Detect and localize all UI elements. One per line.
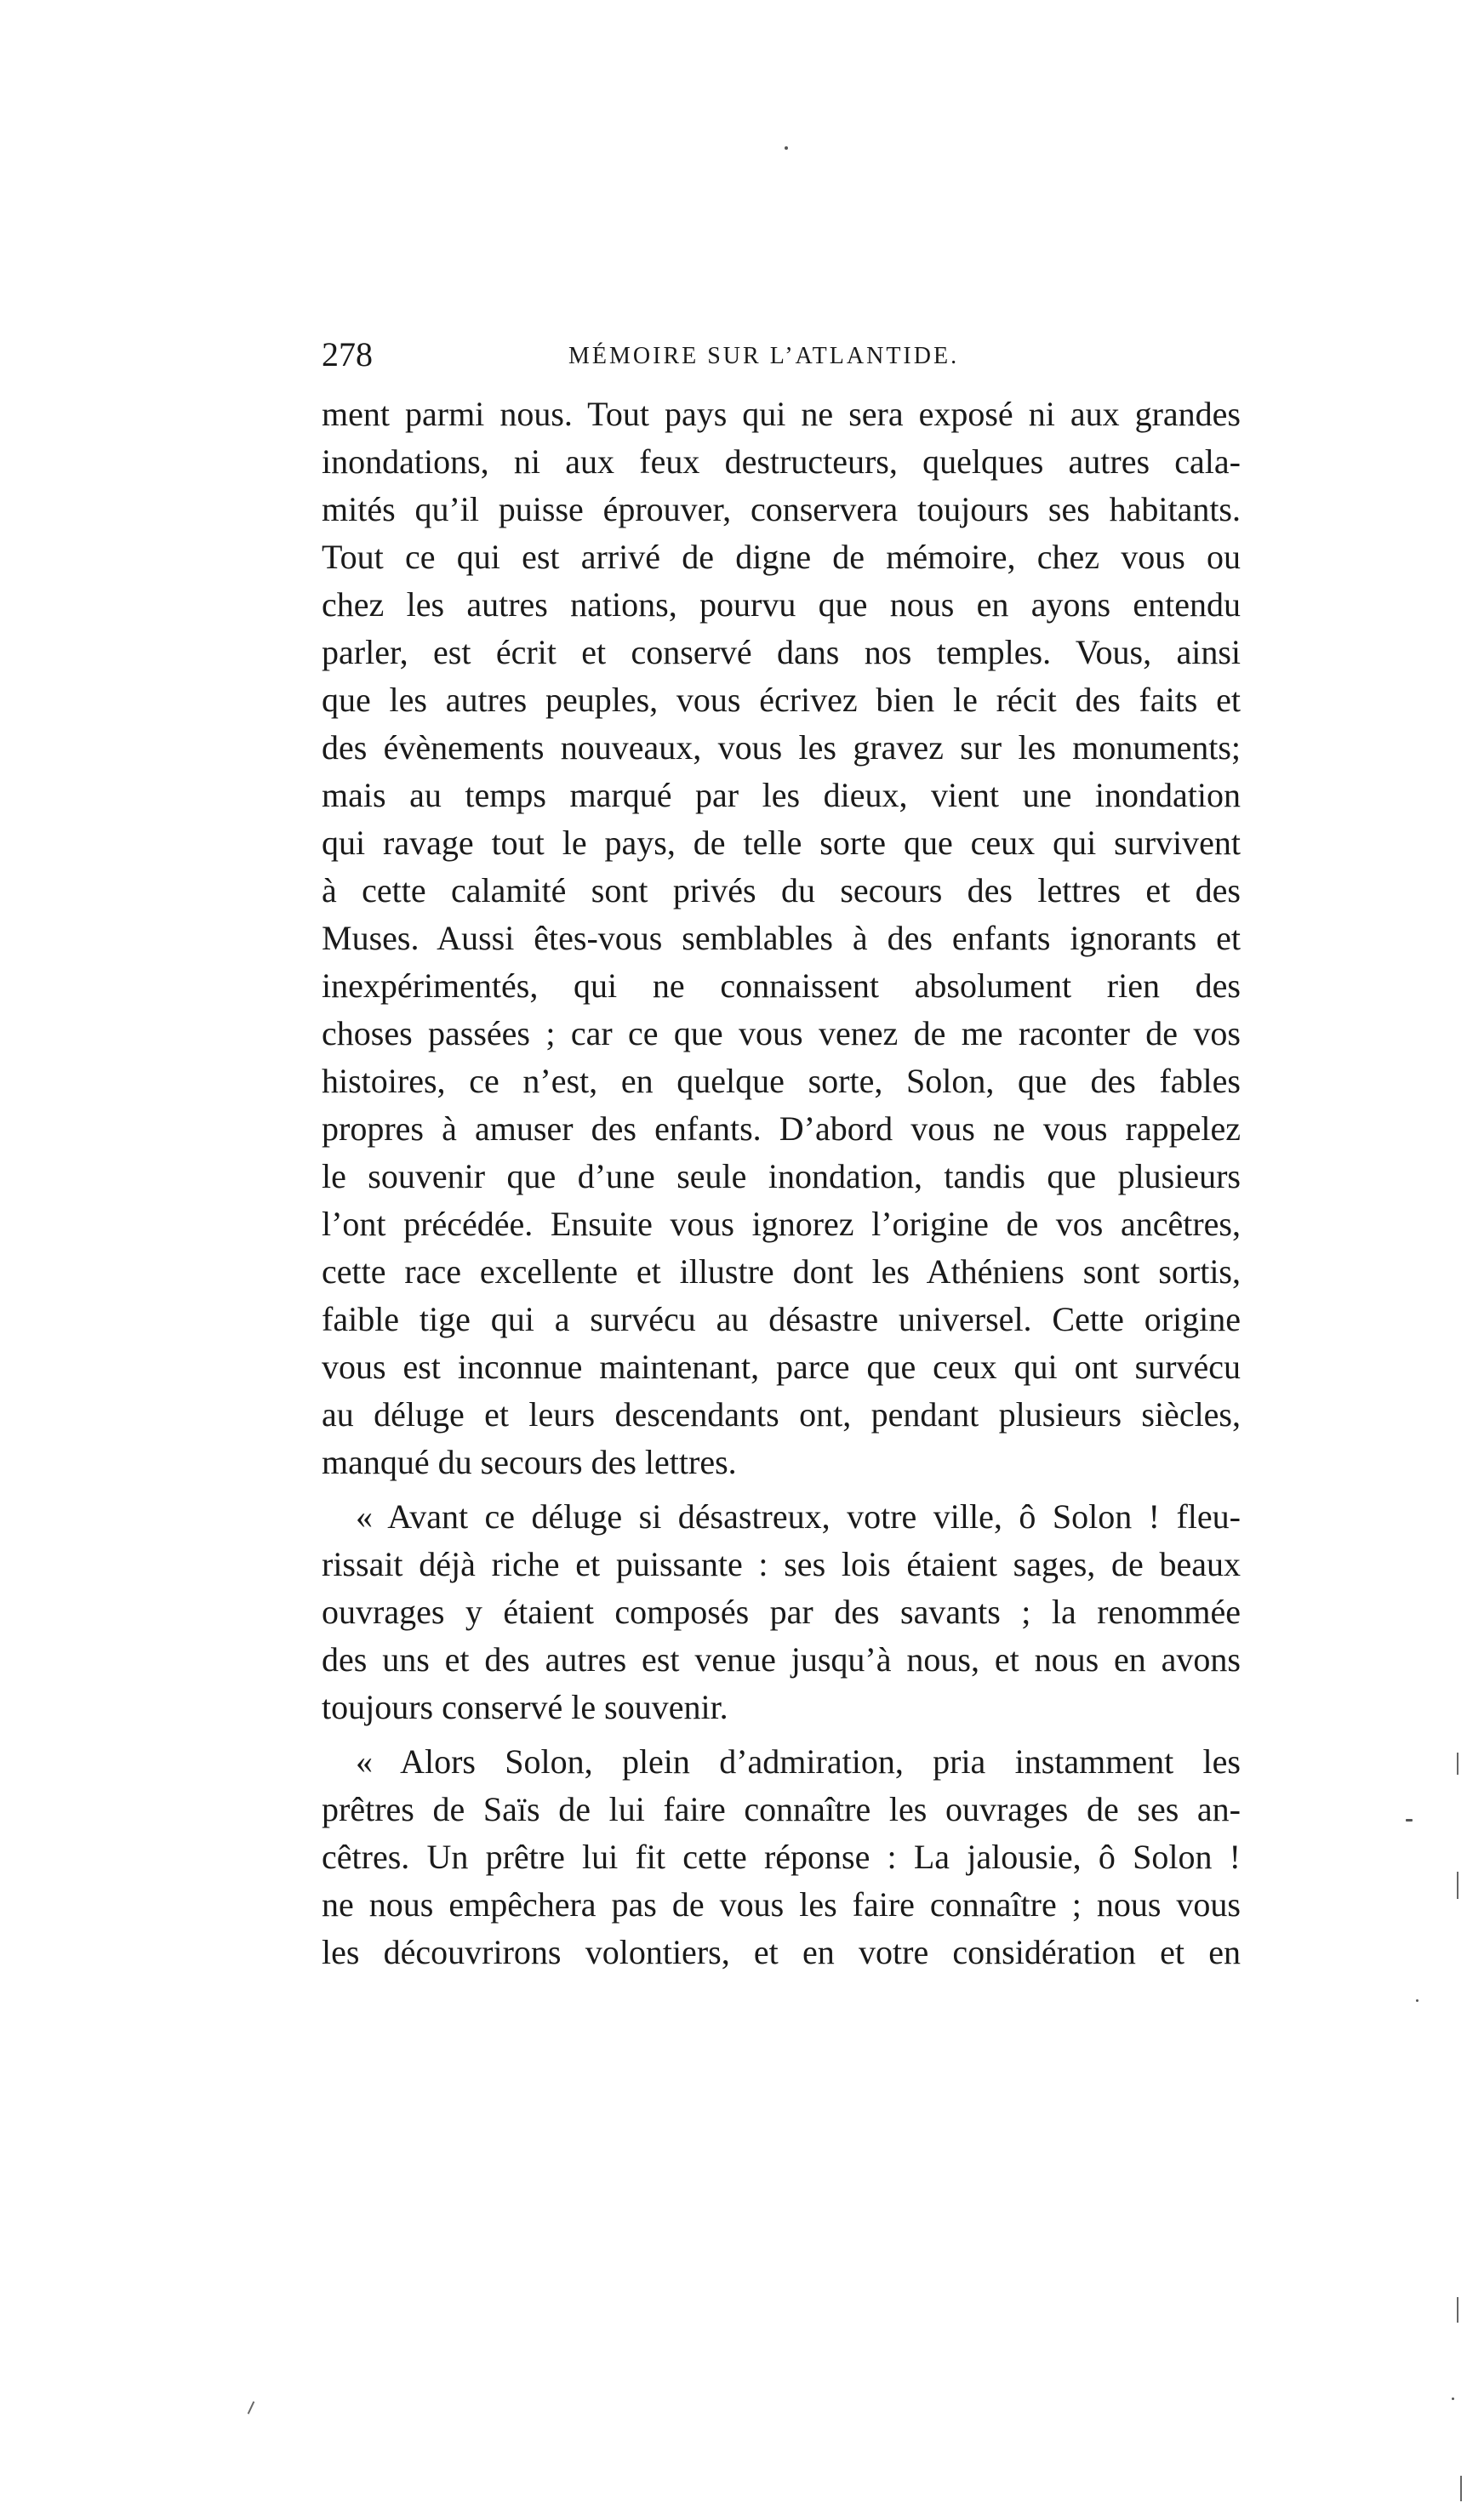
text-line: inondations, ni aux feux destructeurs, quelques autres cala- <box>322 442 1241 481</box>
text-line: cêtres. Un prêtre lui fit cette réponse : La jalousie, ô Solon ! <box>322 1838 1241 1876</box>
running-title: MÉMOIRE SUR L’ATLANTIDE. <box>568 343 960 369</box>
text-line: mais au temps marqué par les dieux, vient une inondation <box>322 776 1241 814</box>
text-line: manqué du secours des lettres. <box>322 1443 737 1481</box>
text-line: toujours conservé le souvenir. <box>322 1688 728 1726</box>
text-line: propres à amuser des enfants. D’abord vous ne vous rappelez <box>322 1109 1241 1148</box>
text-line: mités qu’il puisse éprouver, conservera toujours ses habitants. <box>322 490 1241 528</box>
text-line: histoires, ce n’est, en quelque sorte, Solon, que des fables <box>322 1062 1241 1100</box>
text-line: au déluge et leurs descendants ont, pendant plusieurs siècles, <box>322 1395 1241 1434</box>
scan-speck <box>785 146 788 150</box>
text-line: des uns et des autres est venue jusqu’à nous, et nous en avons <box>322 1640 1241 1679</box>
scan-speck <box>1406 1819 1413 1822</box>
text-line: chez les autres nations, pourvu que nous en ayons entendu <box>322 585 1241 624</box>
text-line: Tout ce qui est arrivé de digne de mémoire, chez vous ou <box>322 538 1241 576</box>
scan-margin-mark <box>1457 1753 1458 1775</box>
text-line: des évènements nouveaux, vous les gravez sur les monuments; <box>322 728 1241 767</box>
text-line: parler, est écrit et conservé dans nos temples. Vous, ainsi <box>322 633 1241 671</box>
text-line: qui ravage tout le pays, de telle sorte que ceux qui survivent <box>322 824 1241 862</box>
scan-margin-mark <box>248 2401 255 2414</box>
text-line: « Avant ce déluge si désastreux, votre ville, ô Solon ! fleu- <box>356 1497 1241 1536</box>
text-line: cette race excellente et illustre dont les Athéniens sont sortis, <box>322 1252 1241 1291</box>
scan-margin-mark <box>1457 1872 1458 1899</box>
text-line: à cette calamité sont privés du secours des lettres et des <box>322 871 1241 909</box>
scan-margin-mark <box>1457 2297 1458 2323</box>
text-line: le souvenir que d’une seule inondation, tandis que plusieurs <box>322 1157 1241 1195</box>
text-line: rissait déjà riche et puissante : ses lois étaient sages, de beaux <box>322 1545 1241 1583</box>
page-number: 278 <box>322 335 373 373</box>
text-line: choses passées ; car ce que vous venez de me raconter de vos <box>322 1014 1241 1052</box>
scan-speck <box>1416 1999 1418 2002</box>
text-line: inexpérimentés, qui ne connaissent absolument rien des <box>322 966 1241 1005</box>
scan-speck <box>1452 2397 1454 2400</box>
text-line: ouvrages y étaient composés par des savants ; la renommée <box>322 1593 1241 1631</box>
text-line: que les autres peuples, vous écrivez bien le récit des faits et <box>322 681 1241 719</box>
text-line: l’ont précédée. Ensuite vous ignorez l’origine de vos ancêtres, <box>322 1205 1241 1243</box>
scan-margin-mark <box>1460 2476 1462 2501</box>
text-line: prêtres de Saïs de lui faire connaître les ouvrages de ses an- <box>322 1790 1241 1828</box>
text-line: ne nous empêchera pas de vous les faire connaître ; nous vous <box>322 1885 1241 1924</box>
text-line: vous est inconnue maintenant, parce que ceux qui ont survécu <box>322 1348 1241 1386</box>
text-line: « Alors Solon, plein d’admiration, pria instamment les <box>356 1742 1241 1781</box>
text-line: ment parmi nous. Tout pays qui ne sera exposé ni aux grandes <box>322 395 1241 433</box>
running-head <box>322 334 1241 376</box>
text-line: les découvrirons volontiers, et en votre considération et en <box>322 1933 1241 1971</box>
text-line: faible tige qui a survécu au désastre universel. Cette origine <box>322 1300 1241 1338</box>
text-line: Muses. Aussi êtes-vous semblables à des enfants ignorants et <box>322 919 1241 957</box>
